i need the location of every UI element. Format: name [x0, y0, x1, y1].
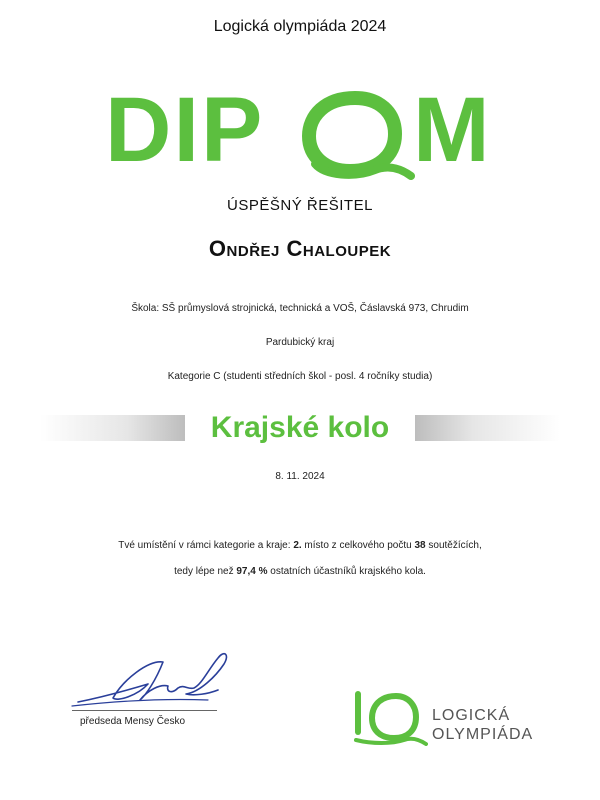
- round-title: Krajské kolo: [210, 411, 390, 444]
- diploma-heading-right: M: [413, 79, 492, 181]
- signature-line: [72, 710, 217, 711]
- signature-caption: předseda Mensy Česko: [80, 716, 186, 727]
- banner-gradient-right: [415, 415, 560, 441]
- logo-text: [432, 706, 533, 744]
- round-banner: [40, 412, 560, 444]
- olympiad-lo-mark-icon: [295, 86, 415, 181]
- place-value: 2.: [293, 540, 302, 551]
- signature-image: [68, 640, 238, 715]
- result-line-1: Tvé umístění v rámci kategorie a kraje: 2. místo z celkového počtu 38 soutěžících,: [118, 540, 482, 551]
- olympiad-lo-mark-icon: [352, 688, 428, 746]
- percent-value: 97,4 %: [236, 566, 268, 577]
- olympiad-logo: [352, 688, 572, 748]
- diploma-heading: [105, 80, 505, 180]
- category-info: Kategorie C (studenti středních škol - posl. 4 ročníky studia): [167, 371, 433, 382]
- region-info: Pardubický kraj: [265, 337, 335, 348]
- recipient-name: Ondřej Chaloupek: [208, 236, 392, 261]
- competition-date: 8. 11. 2024: [275, 471, 325, 482]
- banner-gradient-left: [40, 415, 185, 441]
- competition-title: Logická olympiáda 2024: [213, 18, 387, 35]
- result-line-2: tedy lépe než 97,4 % ostatních účastníků krajského kola.: [174, 566, 426, 577]
- award-subtitle: ÚSPĚŠNÝ ŘEŠITEL: [227, 197, 373, 214]
- diploma-heading-left: DIP: [105, 79, 265, 181]
- participants-value: 38: [414, 540, 426, 551]
- logo-line-1: LOGICKÁ: [432, 707, 511, 724]
- logo-line-2: OLYMPIÁDA: [432, 726, 534, 743]
- school-info: Škola: SŠ průmyslová strojnická, technická a VOŠ, Čáslavská 973, Chrudim: [131, 303, 469, 314]
